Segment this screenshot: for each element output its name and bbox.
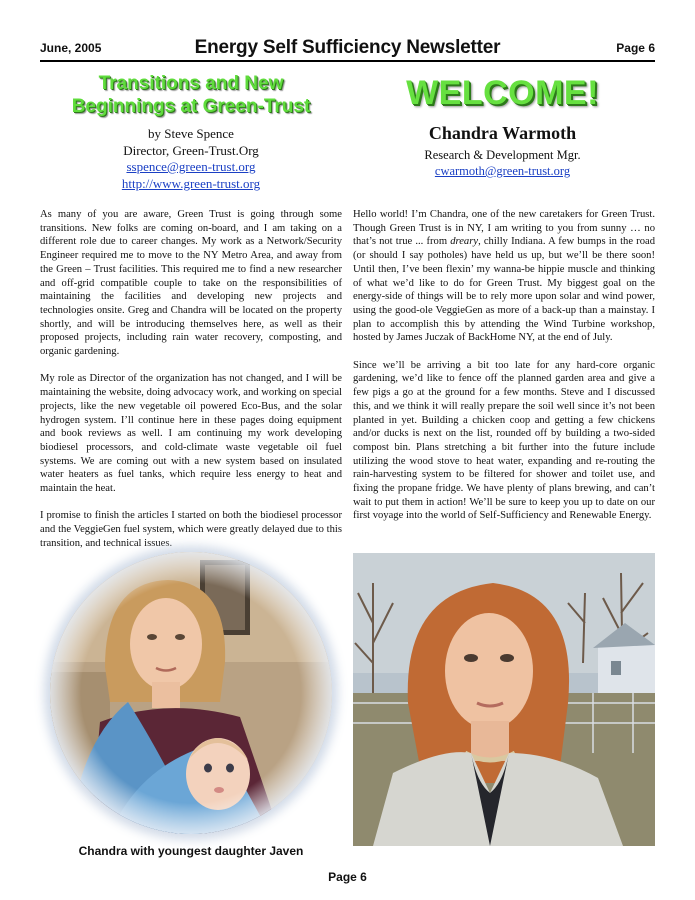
newsletter-header <box>40 36 655 62</box>
photo-caption: Chandra with youngest daughter Javen <box>78 844 304 858</box>
issue-date: June, 2005 <box>40 41 102 55</box>
left-article-heading <box>40 72 342 192</box>
author-byline <box>40 126 342 192</box>
author-name: by Steve Spence <box>148 126 234 141</box>
header-page-number: Page 6 <box>616 41 655 55</box>
chandra-portrait-photo <box>353 553 655 846</box>
header-rule <box>40 60 655 62</box>
right-p1-emphasis: dreary <box>450 236 479 248</box>
chandra-email-link[interactable]: cwarmoth@green-trust.org <box>434 164 571 178</box>
newsletter-title: Energy Self Sufficiency Newsletter <box>194 37 501 58</box>
right-p1-part-b: , chilly Indiana. A few bumps in the road (or should I say potholes) have held us up, but we’ll be there soon! Until then, I’ve been flexin’ my wanna-be hippie muscle and thinking of what we’d like to do for Green Trust. My biggest goal on the energy-side of things will be to rely more upon solar and wind power, using the good-ole VeggieGen as more of a back-up than a mainstay. I plan to accomplish this by attending the Wind Turbine workshop, hosted by James Juczak of BackHome NY, at the end of July. <box>353 236 655 344</box>
left-paragraph-2: My role as Director of the organization has not changed, and I will be maintaining the website, doing advocacy work, and working on special projects, like the new vegetable oil powered Eco-Bus, and the solar hydrogen system. I’ll continue here in these pages doing equipment and book reviews as well. I am continuing my work developing biodiesel processors, and cold-climate waste vegetable oil fuel systems. We are coming out with a new system based on insulated water heaters as fuel tanks, which require less energy to heat and maintain the heat. <box>40 373 342 495</box>
left-paragraph-1: As many of you are aware, Green Trust is going through some transitions. New folks are coming on-board, and I am taking on a different role due to career changes. My work as a Network/Security Engineer required me to move to the NY Metro Area, and away from the Green – Trust facilities. This required me to find a new researcher and off-grid compatible couple to take on the responsibilities of maintaining the facilities and developing new projects and technologies onsite. Greg and Chandra will be located on the property shortly, and will be introducing themselves here, as well as their proposed projects, including rain water recovery, composting, and organic gardening. <box>40 209 342 358</box>
right-article-body <box>353 208 655 537</box>
chandra-portrait-illustration <box>353 553 655 846</box>
right-paragraph-2: Since we’ll be arriving a bit too late for any hard-core organic gardening, we’d like to fence off the planned garden area and give a few pigs a go at the ground for a few months. Steve and I discussed this, and we think it will really prepare the soil well since it’s not been planted in yet. Building a chicken coop and getting a few chickens and/or ducks is next on the list, rounded off by building a two-sided compost bin. Plans stretching a bit further into the future include utilizing the wood stove to heat water, expanding and re-routing the rain-harvesting system to be filtered for shower and toilet use, and fixing the propane fridge. We have plenty of plans brewing, and can’t wait to put them in action! We’ll be sure to keep you up to date on our first voyage into the world of Self-Sufficiency and Renewable Energy. <box>353 359 655 522</box>
left-title-line-1: Transitions and New <box>98 73 284 94</box>
right-p1-part-a: Hello world! I’m Chandra, one of the new caretakers for Green Trust. Though Green Trust is in NY, I am writing to you from sunny … no that’s not true ... from <box>353 209 655 248</box>
left-article-body <box>40 208 342 564</box>
left-paragraph-3: I promise to finish the articles I started on both the biodiesel processor and the VeggieGen fuel system, which were greatly delayed due to this transition, and technical issues. <box>40 510 342 549</box>
mother-daughter-illustration <box>50 552 332 834</box>
left-article-title <box>40 72 342 118</box>
welcome-title: WELCOME! <box>406 74 599 112</box>
author-role-chandra: Research & Development Mgr. <box>424 148 581 162</box>
footer-page-number: Page 6 <box>328 870 367 884</box>
right-article-heading <box>350 72 655 179</box>
author-role: Director, Green-Trust.Org <box>123 142 259 158</box>
website-link[interactable]: http://www.green-trust.org <box>121 175 261 191</box>
right-paragraph-1 <box>353 208 655 345</box>
author-name-chandra: Chandra Warmoth <box>428 123 577 143</box>
mother-daughter-photo <box>50 552 332 834</box>
left-title-line-2: Beginnings at Green-Trust <box>71 96 311 117</box>
author-email-link[interactable]: sspence@green-trust.org <box>126 159 256 174</box>
